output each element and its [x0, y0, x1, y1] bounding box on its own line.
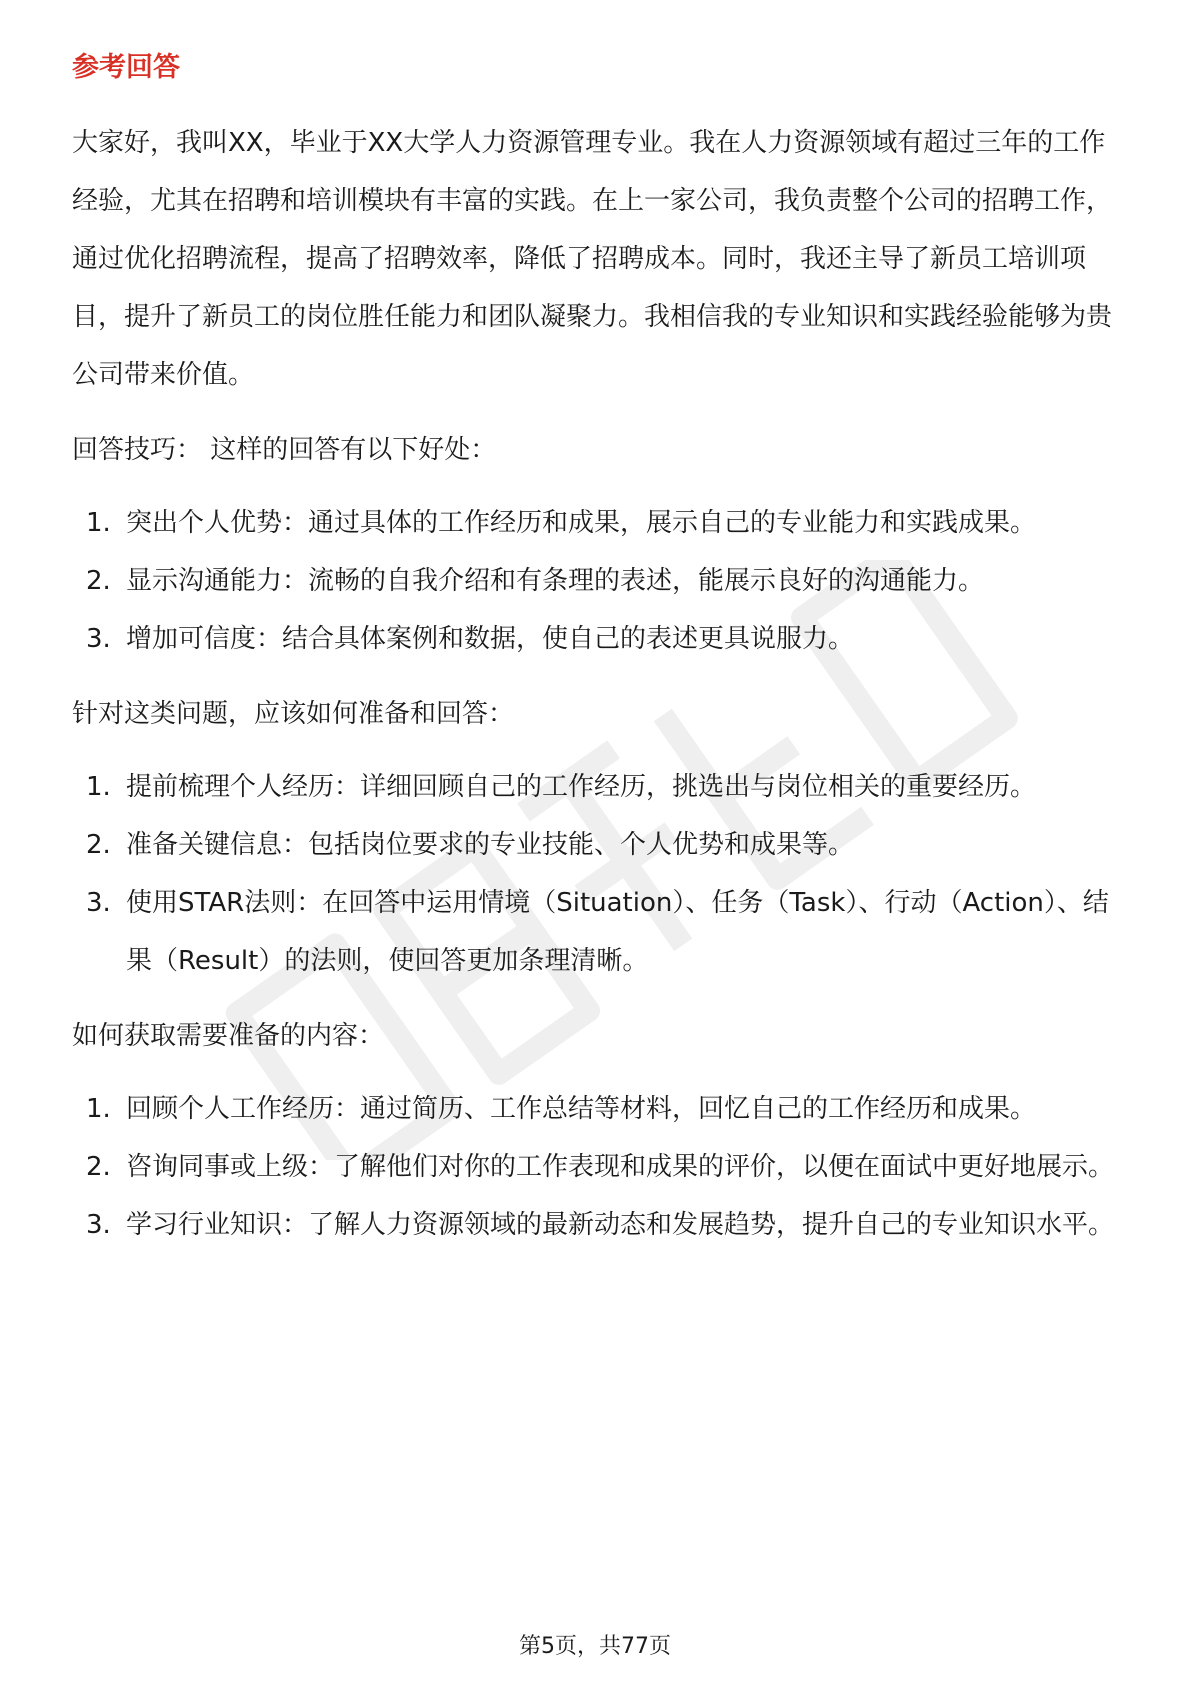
list-text: 增加可信度：结合具体案例和数据，使自己的表述更具说服力。 [126, 624, 855, 654]
section-title: 回答技巧： 这样的回答有以下好处： [72, 435, 497, 465]
intro-paragraph: 大家好，我叫XX，毕业于XX大学人力资源管理专业。我在人力资源领域有超过三年的工作经验，尤其在招聘和培训模块有丰富的实践。在上一家公司，我负责整个公司的招聘工作，通过优化招聘流程，提高了招聘效率，降低了招聘成本。同时，我还主导了新员工培训项目，提升了新员工的岗位胜任能力和团队凝聚力。我相信我的专业知识和实践经验能够为贵公司带来价值。 [72, 128, 1113, 390]
list-text: 回顾个人工作经历：通过简历、工作总结等材料，回忆自己的工作经历和成果。 [126, 1094, 1037, 1124]
list-text: 学习行业知识：了解人力资源领域的最新动态和发展趋势，提升自己的专业知识水平。 [126, 1210, 1115, 1240]
list-number: 1. [86, 772, 111, 802]
section-content-sources [72, 1016, 1122, 1254]
list-item [72, 1080, 1122, 1138]
section-title: 针对这类问题，应该如何准备和回答： [72, 699, 515, 729]
list-text: 提前梳理个人经历：详细回顾自己的工作经历，挑选出与岗位相关的重要经历。 [126, 772, 1037, 802]
list-item [72, 494, 1122, 552]
numbered-list [72, 494, 1122, 668]
section-tips [72, 430, 1122, 668]
list-text: 准备关键信息：包括岗位要求的专业技能、个人优势和成果等。 [126, 830, 855, 860]
section-preparation [72, 694, 1122, 990]
list-text: 使用STAR法则：在回答中运用情境（Situation）、任务（Task）、行动（Action）、结果（Result）的法则，使回答更加条理清晰。 [126, 888, 1109, 976]
document-content [72, 48, 1122, 1254]
list-number: 1. [86, 1094, 111, 1124]
page-number-footer: 第5页，共77页 [519, 1634, 671, 1659]
list-item [72, 758, 1122, 816]
section-heading: 参考回答 [72, 52, 180, 83]
list-number: 3. [86, 1210, 111, 1240]
numbered-list [72, 1080, 1122, 1254]
list-number: 3. [86, 888, 111, 918]
list-item [72, 874, 1122, 990]
section-title: 如何获取需要准备的内容： [72, 1021, 385, 1051]
list-item [72, 1196, 1122, 1254]
list-item [72, 552, 1122, 610]
list-item [72, 610, 1122, 668]
list-number: 2. [86, 1152, 111, 1182]
list-text: 突出个人优势：通过具体的工作经历和成果，展示自己的专业能力和实践成果。 [126, 508, 1037, 538]
list-item [72, 1138, 1122, 1196]
list-number: 2. [86, 830, 111, 860]
list-text: 显示沟通能力：流畅的自我介绍和有条理的表述，能展示良好的沟通能力。 [126, 566, 985, 596]
list-item [72, 816, 1122, 874]
list-text: 咨询同事或上级：了解他们对你的工作表现和成果的评价，以便在面试中更好地展示。 [126, 1152, 1115, 1182]
numbered-list [72, 758, 1122, 990]
list-number: 1. [86, 508, 111, 538]
list-number: 2. [86, 566, 111, 596]
list-number: 3. [86, 624, 111, 654]
